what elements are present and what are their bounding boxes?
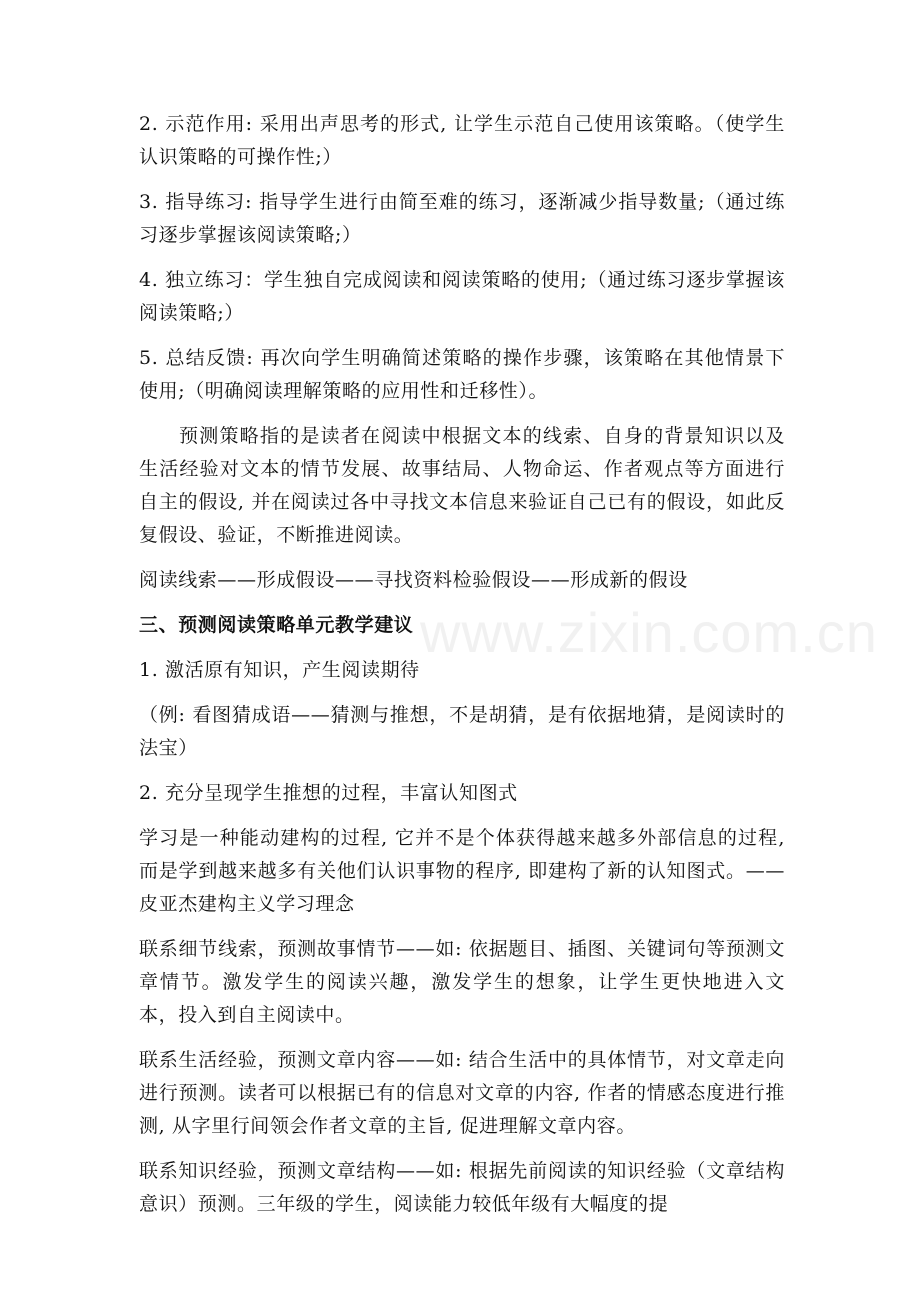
paragraph-knowledge-experience: 联系知识经验，预测文章结构——如: 根据先前阅读的知识经验（文章结构意识）预测。三年级的学生，阅读能力较低年级有大幅度的提 [139, 1160, 785, 1215]
paragraph-step-4: 4. 独立练习：学生独自完成阅读和阅读策略的使用;（通过练习逐步掌握该阅读策略;） [139, 269, 785, 324]
paragraph-life-experience: 联系生活经验，预测文章内容——如: 结合生活中的具体情节，对文章走向进行预测。读者可以根据已有的信息对文章的内容, 作者的情感态度进行推测, 从字里行间领会作者文章的主旨, 促进理解文章内容。 [139, 1049, 785, 1137]
watermark: www.zixin.com.cn [420, 601, 878, 664]
paragraph-step-5: 5. 总结反馈: 再次向学生明确简述策略的操作步骤，该策略在其他情景下使用;（明确阅读理解策略的应用性和迁移性）。 [139, 347, 785, 402]
paragraph-step-2: 2. 示范作用: 采用出声思考的形式, 让学生示范自己使用该策略。（使学生认识策略的可操作性;） [139, 113, 785, 168]
paragraph-prediction-definition: 预测策略指的是读者在阅读中根据文本的线索、自身的背景知识以及生活经验对文本的情节发展、故事结局、人物命运、作者观点等方面进行自主的假设, 并在阅读过各中寻找文本信息来验证自己已有的假设，如此反复假设、验证，不断推进阅读。 [139, 425, 785, 546]
paragraph-reading-flow: 阅读线索——形成假设——寻找资料检验假设——形成新的假设 [139, 569, 688, 591]
paragraph-example: （例: 看图猜成语——猜测与推想，不是胡猜，是有依据地猜，是阅读时的法宝） [139, 704, 785, 759]
section-heading: 三、预测阅读策略单元教学建议 [139, 614, 414, 636]
document-body [139, 108, 785, 1233]
paragraph-piaget-quote: 学习是一种能动建构的过程, 它并不是个体获得越来越多外部信息的过程, 而是学到越来越多有关他们认识事物的程序, 即建构了新的认知图式。——皮亚杰建构主义学习理念 [139, 827, 785, 915]
paragraph-suggestion-1: 1. 激活原有知识，产生阅读期待 [139, 659, 420, 681]
paragraph-step-3: 3. 指导练习: 指导学生进行由简至难的练习，逐渐减少指导数量;（通过练习逐步掌握该阅读策略;） [139, 191, 785, 246]
paragraph-detail-clues: 联系细节线索，预测故事情节——如: 依据题目、插图、关键词句等预测文章情节。激发学生的阅读兴趣，激发学生的想象，让学生更快地进入文本，投入到自主阅读中。 [139, 938, 785, 1026]
paragraph-suggestion-2: 2. 充分呈现学生推想的过程，丰富认知图式 [139, 782, 518, 804]
